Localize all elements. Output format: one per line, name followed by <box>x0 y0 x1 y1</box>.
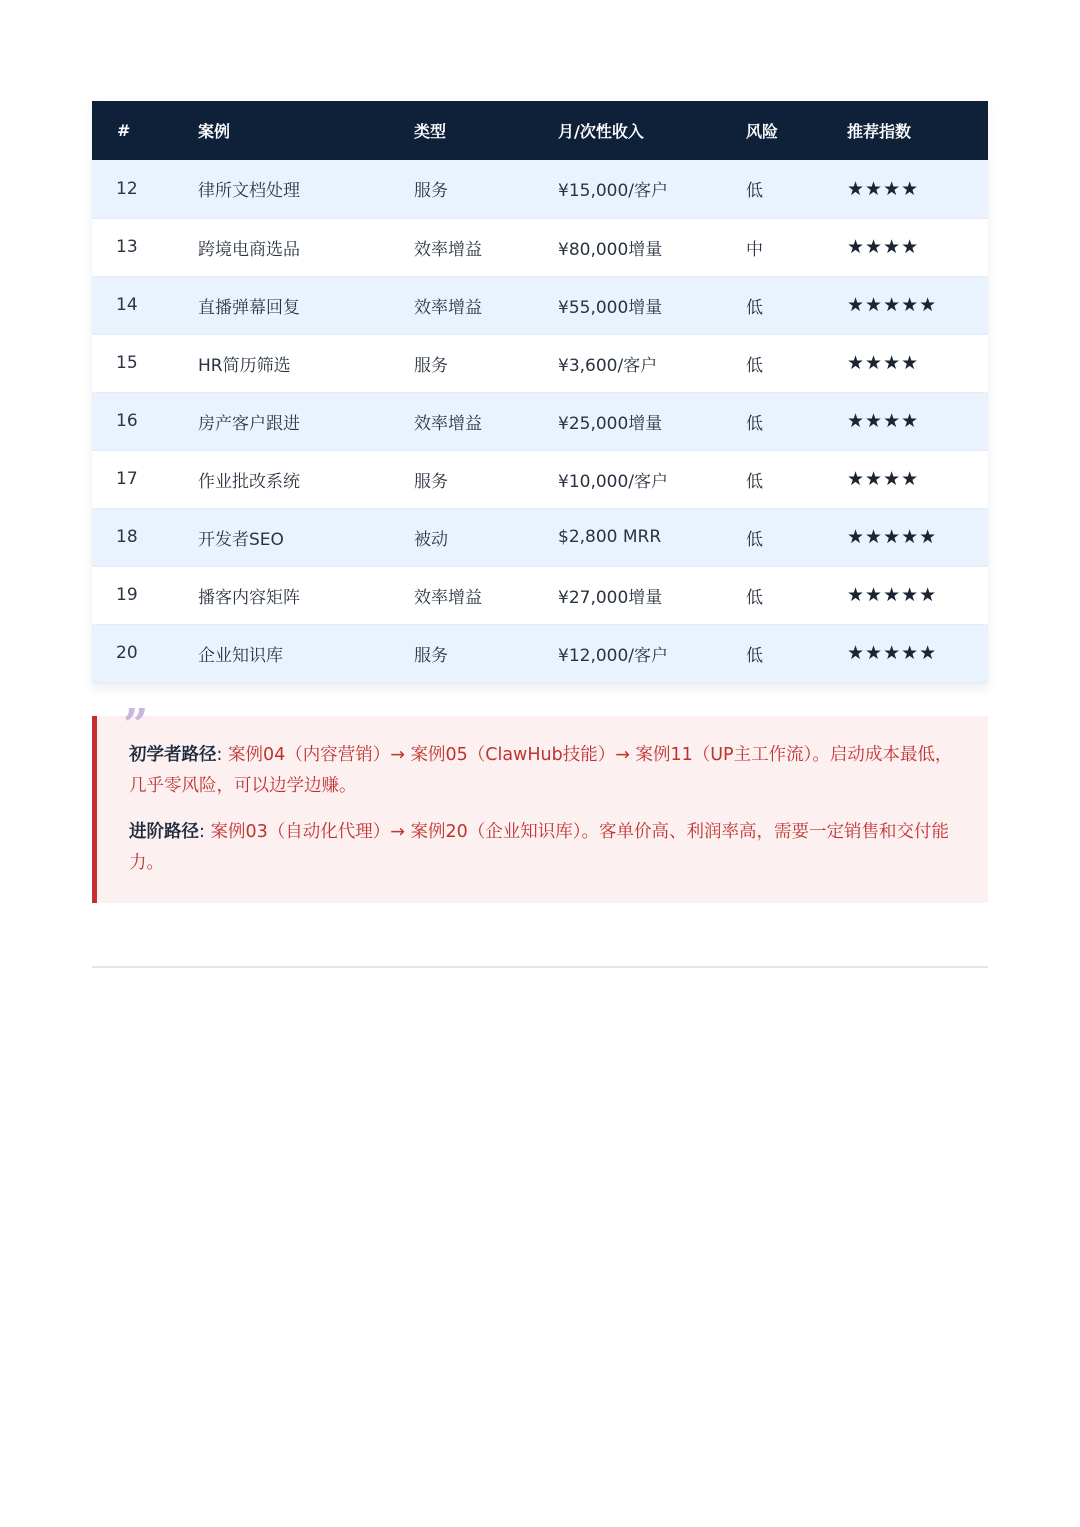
advanced-path-text: 案例03（自动化代理）→ 案例20（企业知识库）。客单价高、利润率高，需要一定销售和交付能力。 <box>129 822 949 873</box>
advanced-path-colon: : <box>199 822 205 842</box>
cell-case: 播客内容矩阵 <box>198 587 300 608</box>
cell-rating-stars: ★★★★★ <box>847 526 938 548</box>
table-row <box>92 624 988 682</box>
section-divider <box>92 966 988 968</box>
table-row <box>92 392 988 450</box>
cell-case: 房产客户跟进 <box>198 413 300 434</box>
cell-rating-stars: ★★★★ <box>847 236 920 258</box>
cell-number: 12 <box>116 178 138 199</box>
header-income: 月/次性收入 <box>558 122 644 141</box>
cell-type: 效率增益 <box>414 239 482 260</box>
cell-number: 16 <box>116 411 138 431</box>
cell-type: 服务 <box>414 645 448 666</box>
cell-type: 效率增益 <box>414 587 482 608</box>
cell-income: $2,800 MRR <box>558 527 662 547</box>
advanced-path-paragraph <box>129 817 959 879</box>
cell-risk: 低 <box>746 587 763 608</box>
beginner-path-paragraph <box>129 740 959 802</box>
cell-type: 服务 <box>414 471 448 492</box>
cell-rating-stars: ★★★★ <box>847 410 920 432</box>
cell-case: HR简历筛选 <box>198 355 291 376</box>
table-row <box>92 566 988 624</box>
cell-rating-stars: ★★★★★ <box>847 294 938 316</box>
cell-case: 企业知识库 <box>198 645 283 666</box>
table-row <box>92 334 988 392</box>
table-header <box>92 101 988 160</box>
cell-income: ¥10,000/客户 <box>558 471 669 492</box>
cell-type: 被动 <box>414 529 448 550</box>
cases-table <box>92 101 988 683</box>
header-risk: 风险 <box>746 122 779 141</box>
cell-number: 14 <box>116 295 138 315</box>
cases-table-container <box>92 101 988 683</box>
cell-rating-stars: ★★★★★ <box>847 584 938 606</box>
path-recommendation-callout <box>92 700 988 903</box>
quote-mark-icon: ” <box>123 700 149 751</box>
cell-income: ¥55,000增量 <box>558 297 663 318</box>
cell-income: ¥15,000/客户 <box>558 181 669 202</box>
cell-number: 15 <box>116 353 138 373</box>
cell-rating-stars: ★★★★ <box>847 352 920 374</box>
cell-number: 20 <box>116 643 138 663</box>
cell-risk: 中 <box>746 239 763 260</box>
cell-number: 18 <box>116 527 138 547</box>
cell-income: ¥25,000增量 <box>558 413 663 434</box>
cell-income: ¥3,600/客户 <box>558 355 658 376</box>
cell-income: ¥12,000/客户 <box>558 645 669 666</box>
cell-rating-stars: ★★★★ <box>847 177 920 200</box>
cell-type: 效率增益 <box>414 413 482 434</box>
cell-risk: 低 <box>746 471 763 492</box>
cell-type: 服务 <box>414 181 448 202</box>
header-rating: 推荐指数 <box>847 122 912 141</box>
table-row <box>92 276 988 334</box>
cell-type: 效率增益 <box>414 297 482 318</box>
cell-rating-stars: ★★★★ <box>847 468 920 490</box>
advanced-path-label: 进阶路径 <box>129 822 199 842</box>
cell-rating-stars: ★★★★★ <box>847 642 938 664</box>
beginner-path-label: 初学者路径 <box>129 745 217 765</box>
cell-income: ¥80,000增量 <box>558 239 663 260</box>
header-case: 案例 <box>198 122 231 141</box>
header-number: # <box>117 121 131 140</box>
cell-risk: 低 <box>746 529 763 550</box>
cell-number: 17 <box>116 469 138 489</box>
table-body <box>92 160 988 682</box>
cell-case: 直播弹幕回复 <box>198 297 300 318</box>
cell-risk: 低 <box>746 413 763 434</box>
cell-risk: 低 <box>746 355 763 376</box>
cell-number: 13 <box>116 237 138 257</box>
table-row <box>92 160 988 218</box>
cell-case: 律所文档处理 <box>198 181 300 202</box>
cell-case: 跨境电商选品 <box>198 239 300 260</box>
cell-income: ¥27,000增量 <box>558 587 663 608</box>
cell-risk: 低 <box>746 297 763 318</box>
cell-type: 服务 <box>414 355 448 376</box>
table-row <box>92 508 988 566</box>
cell-number: 19 <box>116 585 138 605</box>
header-row <box>92 101 988 160</box>
cell-case: 开发者SEO <box>198 529 284 550</box>
table-row <box>92 450 988 508</box>
table-row <box>92 218 988 276</box>
cell-risk: 低 <box>746 181 763 202</box>
beginner-path-text: 案例04（内容营销）→ 案例05（ClawHub技能）→ 案例11（UP主工作流）。启动成本最低，几乎零风险，可以边学边赚。 <box>129 745 953 796</box>
cell-case: 作业批改系统 <box>198 471 300 492</box>
header-type: 类型 <box>414 122 447 141</box>
cell-risk: 低 <box>746 645 763 666</box>
beginner-path-colon: : <box>216 745 223 765</box>
